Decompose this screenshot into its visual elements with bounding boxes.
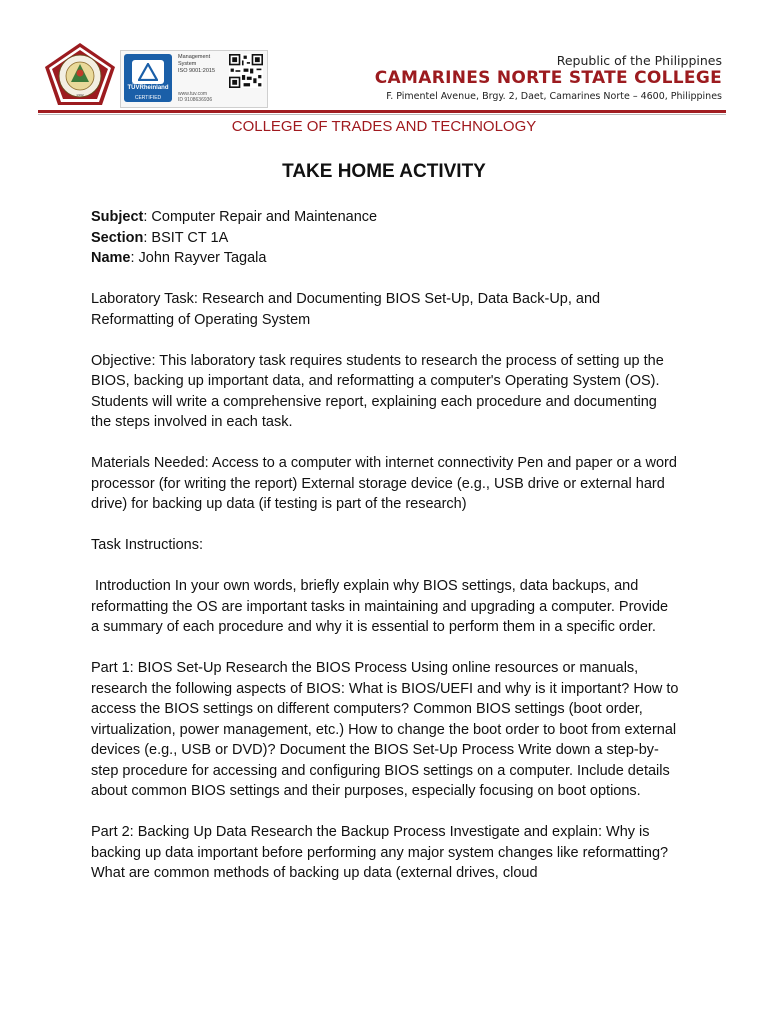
college-address: F. Pimentel Avenue, Brgy. 2, Daet, Camarines Norte – 4600, Philippines xyxy=(386,91,722,102)
subject-line: Subject: Computer Repair and Maintenance xyxy=(91,209,378,225)
triangle-icon xyxy=(138,63,158,81)
objective-paragraph: Objective: This laboratory task requires students to research the process of setting up the BIOS, backing up important data, and reformatting a computer's Operating System (OS). Students will write a comprehensive report, explaining each procedure and documenting the steps involved in each task. xyxy=(91,352,664,430)
document-body xyxy=(91,207,679,884)
tuv-logo xyxy=(124,54,172,102)
header-divider-thin xyxy=(38,114,726,115)
section-line: Section: BSIT CT 1A xyxy=(91,229,229,246)
name-line: Name: John Rayver Tagala xyxy=(91,250,267,266)
republic-line: Republic of the Philippines xyxy=(556,53,722,68)
college-seal-logo xyxy=(44,42,116,106)
header-divider xyxy=(38,110,726,113)
department-name: COLLEGE OF TRADES AND TECHNOLOGY xyxy=(231,118,537,135)
task-instructions-heading: Task Instructions: xyxy=(91,537,204,553)
materials-paragraph: Materials Needed: Access to a computer with internet connectivity Pen and paper or a word processor (for writing the report) External storage device (e.g., USB drive or external hard drive) for backing up data (if testing is part of the research) xyxy=(91,455,677,512)
qr-code-icon xyxy=(229,54,263,88)
cert-site: www.tuv.com ID 9108636936 xyxy=(178,91,213,103)
certifier-brand: TÜVRheinland xyxy=(127,85,169,91)
iso-certification-badge xyxy=(120,50,268,108)
part2-paragraph: Part 2: Backing Up Data Research the Backup Process Investigate and explain: Why is backing up data important before performing any major system changes like reformatting? What are common methods of backing up data (external drives, cloud xyxy=(91,824,669,881)
introduction-paragraph: Introduction In your own words, briefly explain why BIOS settings, data backups, and reformatting the OS are important tasks in maintaining and upgrading a computer. Provide a summary of each procedure and why it is essential to perform them in a specific order. xyxy=(91,578,673,635)
page-title: TAKE HOME ACTIVITY xyxy=(282,161,486,182)
lab-task-paragraph: Laboratory Task: Research and Documenting BIOS Set-Up, Data Back-Up, and Reformatting of Operating System xyxy=(91,291,601,328)
letterhead xyxy=(0,0,768,120)
part1-paragraph: Part 1: BIOS Set-Up Research the BIOS Process Using online resources or manuals, research the following aspects of BIOS: What is BIOS/UEFI and why is it important? How to access the BIOS settings on different computers? Common BIOS settings (boot order, virtualization, power management, etc.) How to change the boot order to boot from external devices (e.g., USB or DVD)? Document the BIOS Set-Up Process Write down a step-by-step procedure for accessing and configuring BIOS settings on a computer. Include details about common BIOS settings and their purposes, especially focusing on boot options. xyxy=(91,660,679,799)
cert-lines: Management System ISO 9001:2015 xyxy=(178,54,216,74)
certifier-label: CERTIFIED xyxy=(134,95,162,101)
svg-text:1992: 1992 xyxy=(76,93,84,97)
college-name: CAMARINES NORTE STATE COLLEGE xyxy=(374,68,722,88)
